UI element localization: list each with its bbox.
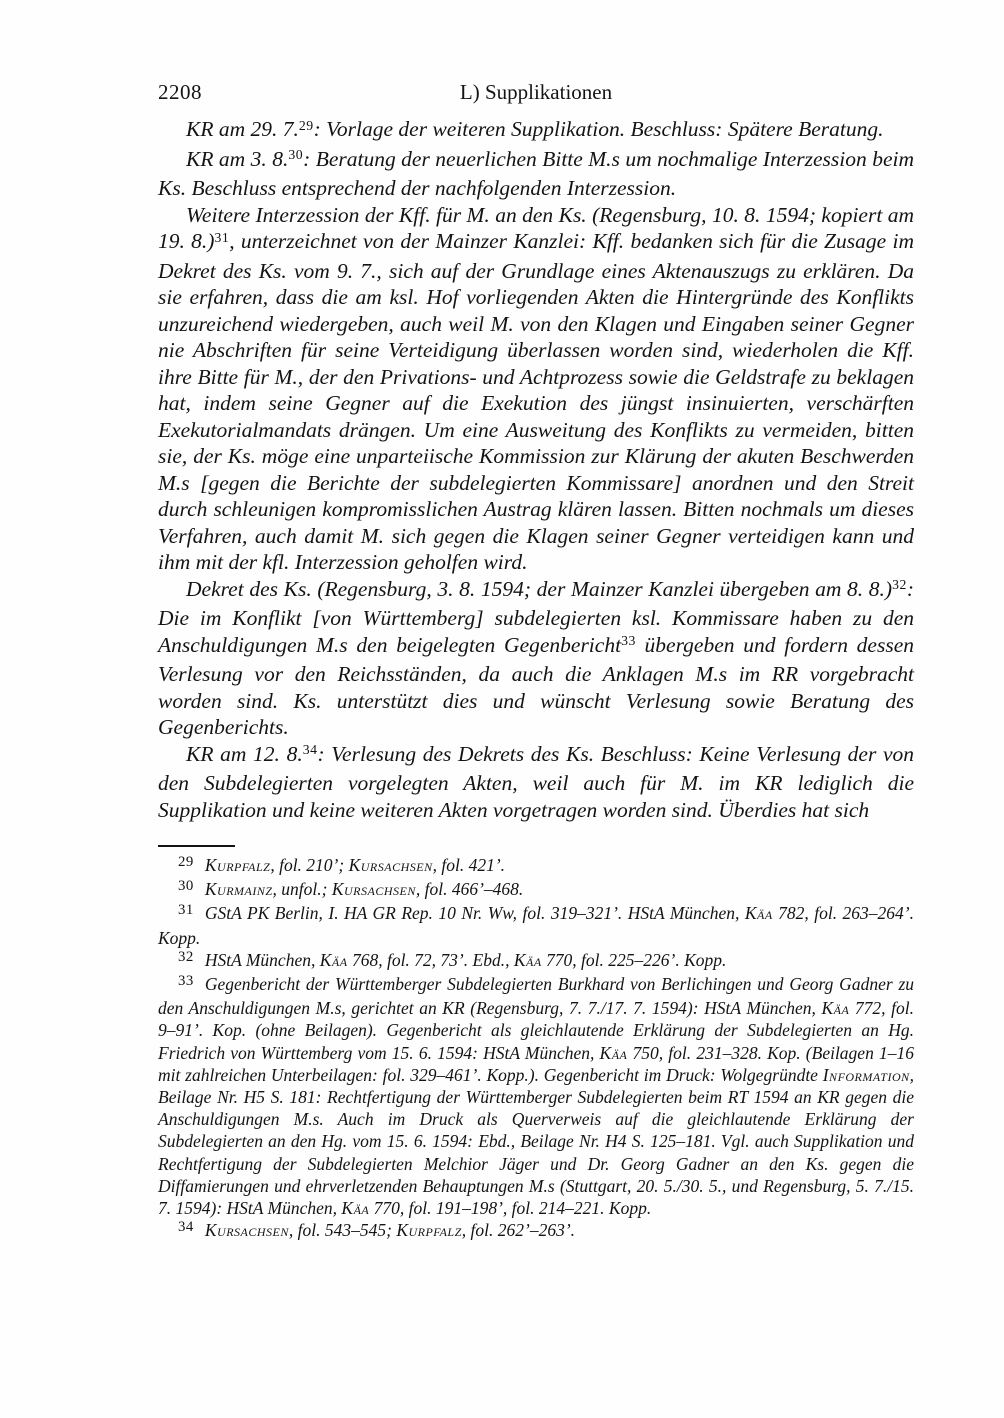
footnote-number: 33 xyxy=(178,972,194,989)
text-run: : Verlesung des Dekrets des Ks. Beschluss: Keine Verlesung der von den Subdelegierten vorgelegten Akten, weil auch für M. im KR lediglich die Supplikation und keine weiteren Akten vorgetragen worden sind. Überdies hat sich xyxy=(158,741,915,822)
text-run: , fol. 421’. xyxy=(432,855,506,875)
small-caps-text: Käa xyxy=(341,1198,370,1219)
text-run: , fol. 543–545; xyxy=(288,1220,397,1241)
text-run: GStA PK Berlin, I. HA GR Rep. 10 Nr. Ww, fol. 319–321’. HStA München, xyxy=(204,903,745,924)
text-run: Weitere Interzession der Kff. für M. an den Ks. (Regensburg, 10. 8. 1594; kopiert am 19. 8.) xyxy=(158,202,914,253)
footnote-ref: 31 xyxy=(214,229,230,245)
text-run: KR am 29. 7. xyxy=(186,117,299,141)
text-run: Gegenbericht der Württemberger Subdelegierten Burkhard von Berlichingen und Georg Gadner zu den Anschuldigungen M.s, gerichtet an KR (Regensburg, 7. 7./17. 7. 1594): HStA München, xyxy=(158,974,914,1019)
footnote xyxy=(158,902,914,948)
footnote xyxy=(158,973,914,1219)
text-run: , fol. 210’; xyxy=(270,855,349,875)
text-run: : Vorlage der weiteren Supplikation. Beschluss: Spätere Beratung. xyxy=(313,117,884,141)
small-caps-text: Käa xyxy=(599,1042,628,1063)
paragraph xyxy=(158,116,914,146)
footnote-number: 32 xyxy=(178,948,194,965)
small-caps-text: Käa xyxy=(319,949,348,970)
small-caps-text: Information xyxy=(822,1064,910,1085)
text-run: 770, fol. 225–226’. Kopp. xyxy=(541,949,727,970)
page-header xyxy=(158,80,914,106)
text-run: HStA München, xyxy=(204,949,320,970)
footnote-separator-rule xyxy=(158,845,235,847)
text-run: , unterzeichnet von der Mainzer Kanzlei: Kff. bedanken sich für die Zusage im Dekret des Ks. vom 9. 7., sich auf der Grundlage eines Aktenauszugs zu erklären. Da sie erfahren, dass die am ksl. Hof vorliegenden Akten die Hintergründe des Konflikts unzureichend wiedergeben, auch weil M. von den Klagen und Eingaben seiner Gegner nie Abschriften für seine Verteidigung überlassen worden sind, wiederholen die Kff. ihre Bitte für M., der den Privations- und Achtprozess sowie die Geldstrafe zu beklagen hat, indem seine Gegner auf die Exekution des jüngst insinuierten, verschärften Exekutorialmandats drängen. Um eine Ausweitung des Konflikts zu vermeiden, bitten sie, der Ks. möge eine unparteiische Kommission zur Klärung der akuten Beschwerden M.s [gegen die Berichte der subdelegierten Kommissare] anordnen und den Streit durch schleunigen kompromisslichen Austrag klären lassen. Bitten nochmals um dieses Verfahren, auch damit M. sich gegen die Klagen seiner Gegner verteidigen kann und ihm mit der kfl. Interzession geholfen wird. xyxy=(158,229,914,574)
page-number: 2208 xyxy=(158,80,202,104)
text-run: , fol. 466’–468. xyxy=(415,879,524,900)
paragraph xyxy=(158,576,914,741)
footnote xyxy=(158,854,914,878)
text-run: , fol. 262’–263’. xyxy=(461,1220,576,1241)
running-head: L) Supplikationen xyxy=(459,80,613,104)
footnote xyxy=(158,1219,914,1243)
footnote xyxy=(158,878,914,902)
footnote xyxy=(158,949,914,973)
text-run: : Die im Konflikt [von Württemberg] subdelegierten ksl. Kommissare haben zu den Anschuldigungen M.s den beigelegten Gegenbericht xyxy=(158,576,914,657)
small-caps-text: Käa xyxy=(744,903,773,924)
footnote-number: 29 xyxy=(178,853,194,870)
text-run: 770, fol. 191–198’, fol. 214–221. Kopp. xyxy=(369,1198,652,1219)
text-run: 750, fol. 231–328. Kop. (Beilagen 1–16 mit zahlreichen Unterbeilagen: fol. 329–461’. Kopp.). Gegenbericht im Druck: Wolgegründte xyxy=(158,1042,914,1085)
small-caps-text: Kursachsen xyxy=(348,855,433,875)
footnote-ref: 34 xyxy=(302,742,318,758)
text-run: 782, fol. 263–264’. Kopp. xyxy=(158,903,914,948)
footnote-ref: 29 xyxy=(298,117,314,133)
small-caps-text: Kurpfalz xyxy=(396,1220,462,1241)
text-run: , Beilage Nr. H5 S. 181: Rechtfertigung der Württemberger Subdelegierten beim RT 1594 an KR gegen die Anschuldigungen M.s. Auch im Druck als Querverweis auf die gleichlautende Erklärung der Subdelegierten an den Hg. vom 15. 6. 1594: Ebd., Beilage Nr. H4 S. 125–181. Vgl. auch Supplikation und Rechtfertigung der Subdelegierten Melchior Jäger und Dr. Georg Gadner an den Ks. gegen die Diffamierungen und ehrverletzenden Behauptungen M.s (Stuttgart, 20. 5./30. 5., und Regensburg, 5. 7./15. 7. 1594): HStA München, xyxy=(158,1064,914,1219)
text-run: KR am 3. 8. xyxy=(186,146,289,171)
small-caps-text: Kursachsen xyxy=(204,1220,289,1241)
text-run: übergeben und fordern dessen Verlesung vor den Reichsständen, da auch die Anklagen M.s im RR vorgebracht worden sind. Ks. unterstützt dies und wünscht Verlesung sowie Beratung des Gegenberichts. xyxy=(158,632,914,739)
text-run: 768, fol. 72, 73’. Ebd., xyxy=(347,949,514,970)
footnote-ref: 32 xyxy=(892,577,907,593)
footnote-ref: 33 xyxy=(621,633,636,649)
paragraph xyxy=(158,202,914,576)
small-caps-text: Kurpfalz xyxy=(204,855,271,875)
footnotes-section xyxy=(158,854,914,1243)
small-caps-text: Käa xyxy=(821,998,850,1019)
text-run: KR am 12. 8. xyxy=(186,741,303,766)
paragraph xyxy=(158,741,914,824)
text-run: Dekret des Ks. (Regensburg, 3. 8. 1594; der Mainzer Kanzlei übergeben am 8. 8.) xyxy=(186,576,893,601)
text-run: : Beratung der neuerlichen Bitte M.s um nochmalige Interzession beim Ks. Beschluss entsprechend der nachfolgenden Interzession. xyxy=(158,146,915,200)
footnote-number: 31 xyxy=(178,902,194,919)
small-caps-text: Kursachsen xyxy=(331,879,416,900)
text-run: , unfol.; xyxy=(272,879,332,900)
paragraph xyxy=(158,146,914,202)
text-run: 772, fol. 9–91’. Kop. (ohne Beilagen). Gegenbericht als gleichlautende Erklärung der Subdelegierten an Hg. Friedrich von Württemberg vom 15. 6. 1594: HStA München, xyxy=(158,998,915,1063)
footnote-ref: 30 xyxy=(288,147,304,163)
footnote-number: 30 xyxy=(178,878,194,894)
small-caps-text: Kurmainz xyxy=(204,879,273,900)
footnote-number: 34 xyxy=(178,1219,194,1236)
small-caps-text: Käa xyxy=(513,949,542,970)
main-text xyxy=(158,116,914,823)
